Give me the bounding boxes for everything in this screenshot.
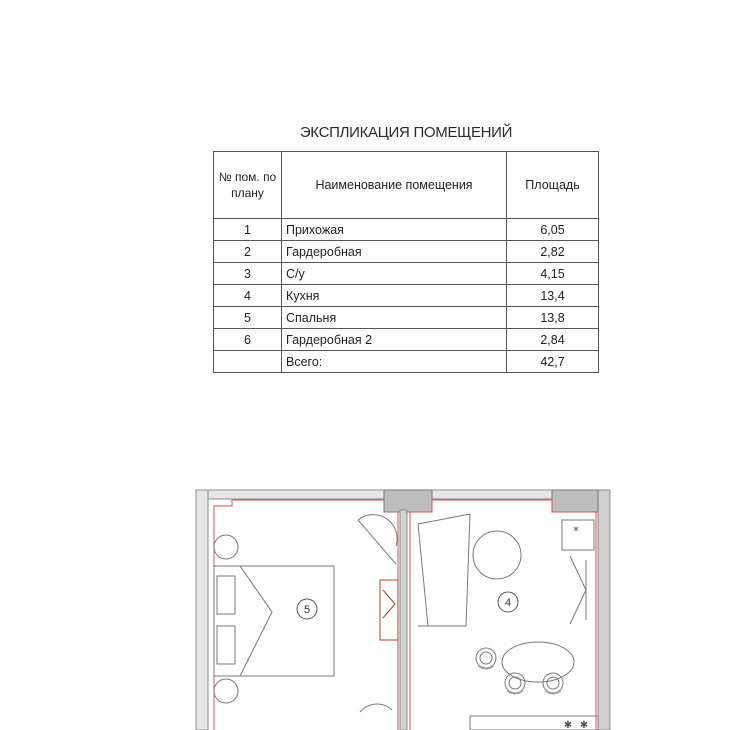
- room-area: 4,15: [507, 263, 599, 285]
- armchair-arc: [358, 515, 397, 546]
- round-rug: [473, 531, 521, 579]
- room-name: С/у: [282, 263, 507, 285]
- wardrobe-corner: [418, 514, 470, 626]
- kitchen-contour: [410, 500, 596, 730]
- nightstand-lamp-bottom: [214, 679, 238, 703]
- chair-left: [476, 648, 496, 668]
- bed: [214, 566, 334, 676]
- stove: [564, 720, 588, 730]
- pillow-top: [217, 576, 235, 614]
- explication-title: ЭКСПЛИКАЦИЯ ПОМЕЩЕНИЙ: [299, 124, 513, 141]
- door-frame: [380, 580, 398, 640]
- room-label-bedroom: [297, 599, 317, 619]
- burner-icon: ✱: [579, 720, 589, 730]
- chair-bottom-left: [505, 673, 525, 693]
- right-door-leaf: [570, 556, 586, 624]
- total-label: Всего:: [282, 351, 507, 373]
- nightstand-lamp-top: [214, 535, 238, 559]
- ventilation-mark: *: [573, 524, 579, 538]
- chair-bottom-right-seat: [547, 677, 559, 689]
- room-number: 6: [214, 329, 282, 351]
- room-label-text: 5: [303, 604, 311, 616]
- armchair-line: [358, 520, 396, 564]
- room-name: Прихожая: [282, 219, 507, 241]
- kitchen-counter: [470, 716, 598, 730]
- walls: [196, 490, 610, 730]
- burner-icon: ✱: [563, 720, 573, 730]
- dining-table: [502, 642, 574, 682]
- room-number: 4: [214, 285, 282, 307]
- header-room-area: Площадь: [507, 152, 599, 219]
- right-wall: [598, 490, 610, 730]
- wardrobe-diagonal: [418, 524, 428, 626]
- chair-bottom-left-seat: [509, 677, 521, 689]
- room-area: 2,84: [507, 329, 599, 351]
- room-name: Спальня: [282, 307, 507, 329]
- room-number: 1: [214, 219, 282, 241]
- room-label-text: 4: [504, 597, 512, 609]
- partition-wall: [400, 510, 407, 730]
- header-room-name: Наименование помещения: [282, 152, 507, 219]
- chair-left-seat: [480, 652, 492, 664]
- room-name: Гардеробная: [282, 241, 507, 263]
- kitchen-chair-shadows: [478, 666, 561, 694]
- room-number: 2: [214, 241, 282, 263]
- chair-bottom-right: [543, 673, 563, 693]
- room-area: 13,8: [507, 307, 599, 329]
- room-name: Кухня: [282, 285, 507, 307]
- total-area: 42,7: [507, 351, 599, 373]
- room-label-kitchen: [498, 592, 518, 612]
- room-number: 5: [214, 307, 282, 329]
- door-leaf: [383, 590, 395, 618]
- right-column: [552, 490, 598, 512]
- bedroom-door: [380, 580, 398, 640]
- bed-blanket-fold: [240, 566, 272, 676]
- room-area: 2,82: [507, 241, 599, 263]
- room-area: 13,4: [507, 285, 599, 307]
- room-area: 6,05: [507, 219, 599, 241]
- right-door: [570, 556, 586, 624]
- header-room-number: № пом. по плану: [214, 152, 282, 219]
- door-swing-bottom: [360, 704, 392, 712]
- pillow-bottom: [217, 626, 235, 664]
- center-column: [384, 490, 432, 512]
- room-number: 3: [214, 263, 282, 285]
- left-wall: [196, 490, 208, 730]
- room-name: Гардеробная 2: [282, 329, 507, 351]
